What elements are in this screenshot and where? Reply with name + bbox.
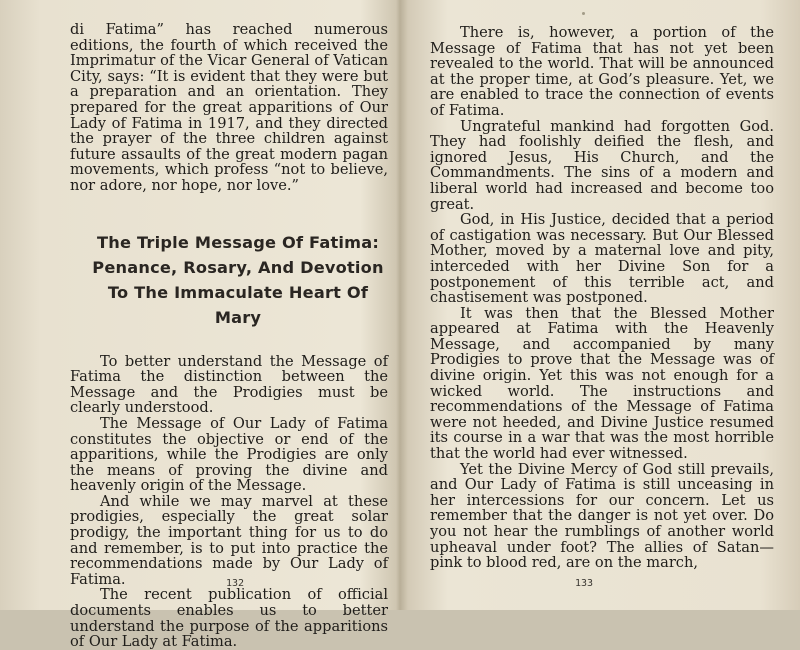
- right-paragraph-3: God, in His Justice, decided that a period of castigation was necessary. But Our Blessed Mother, moved by a maternal love and pity, interceded with her Divine Son for a postponement of this terrible act, and chastisement was postponed.: [430, 211, 774, 307]
- heading-line-2: Penance, Rosary, And Devotion: [92, 257, 384, 277]
- right-paragraph-2: Ungrateful mankind had forgotten God. They had foolishly deified the flesh, and ignored Jesus, His Church, and the Commandments. The sins of a modern and liberal world had increased and become too great.: [430, 117, 774, 213]
- left-paragraph-1: To better understand the Message of Fatima the distinction between the Message and the Prodigies must be clearly understood.: [70, 352, 388, 417]
- left-paragraph-4: The recent publication of official documents enables us to better understand the purpose of the apparitions of Our Lady at Fatima.: [70, 586, 388, 650]
- right-paragraph-5: Yet the Divine Mercy of God still prevails, and Our Lady of Fatima is still unceasing in her intercessions for our concern. Let us remember that the danger is not yet over. Do you not hear the rumblings of another world upheaval under foot? The allies of Satan—pink to blood red, are on the march,: [430, 460, 774, 572]
- heading-line-1: The Triple Message Of Fatima:: [96, 232, 380, 252]
- right-page: [400, 0, 800, 610]
- right-paragraph-4: It was then that the Blessed Mother appeared at Fatima with the Heavenly Message, and accompanied by many Prodigies to prove that the Message was of divine origin. Yet this was not enough for a wicked world. The instructions and recommendations of the Message of Fatima were not heeded, and Divine Justice resumed its course in a war that was the most horrible that the world had ever witnessed.: [430, 304, 774, 463]
- page-number-left: 132: [226, 578, 245, 590]
- left-paragraph-2: The Message of Our Lady of Fatima constitutes the objective or end of the apparitions, while the Prodigies are only the means of proving the divine and heavenly origin of the Message.: [70, 414, 388, 495]
- opening-paragraph: di Fatima” has reached numerous editions, the fourth of which received the Imprimatur of the Vicar General of Vatican City, says: “It is evident that they were but a preparation and an orientation. They prepared for the great apparitions of Our Lady of Fatima in 1917, and they directed the prayer of the three children against future assaults of the great modern pagan movements, which profess “not to believe, nor adore, nor hope, nor love.”: [70, 21, 388, 194]
- right-paragraph-1: There is, however, a portion of the Message of Fatima that has not yet been revealed to the world. That will be announced at the proper time, at God’s pleasure. Yet, we are enabled to trace the connection of events of Fatima.: [430, 24, 774, 119]
- paper-speck: [582, 12, 585, 15]
- section-heading: [88, 230, 388, 330]
- heading-line-3: To The Immaculate Heart Of Mary: [107, 282, 369, 327]
- page-number-right: 133: [575, 578, 594, 590]
- left-paragraph-3: And while we may marvel at these prodigies, especially the great solar prodigy, the important thing for us to do and remember, is to put into practice the recommendations made by Our Lady of Fatima.: [70, 492, 388, 588]
